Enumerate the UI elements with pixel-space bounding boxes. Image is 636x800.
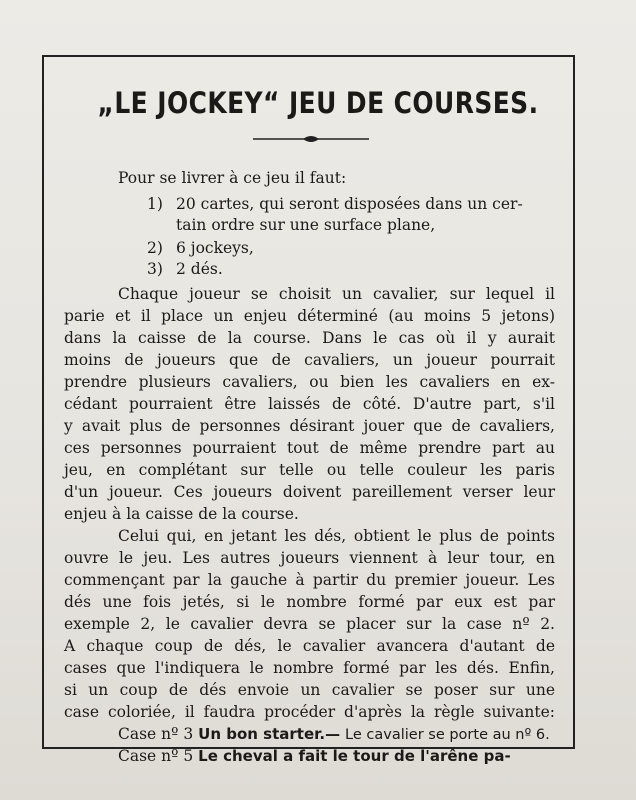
game-rules-card: „LE JOCKEY“ JEU DE COURSES. Pour se livrer à ce jeu il faut: 1) 20 cartes, qui seront disposées dans un cer- tain ordre sur une surface plane, 2) 6 jockeys, 3) 2 dés. Chaque joueur se choisit un cavalier, sur lequel il parie et il place un enjeu déterminé (au moins 5 jetons) dans la caisse de la course. Dans le cas où il y aurait moins de joueurs que de cavaliers, un joueur pourrait prendre plusieurs cavaliers, ou bien les cavaliers en ex- cédant pourraient être laissés de côté. D'autre part, s'il y avait plus de personnes désirant jouer que de cavaliers, ces personnes pourraient tout de même prendre part au jeu, en complétant sur telle ou telle couleur les paris d'un joueur. Ces joueurs doivent pareillement verser leur enjeu à la caisse de la course. Celui qui, en jetant les dés, obtient le plus de points ouvre le jeu. Les autres joueurs viennent à leur tour, en commençant par la gauche à partir du premier joueur. Les dés une fois jetés, si le nombre formé par eux est par exemple 2, le cavalier devra se placer sur la case nº 2. A chaque coup de dés, le cavalier avancera d'autant de cases que l'indiquera le nombre formé par les dés. Enfin, si un coup de dés envoie un cavalier se poser sur une case coloriée, il faudra procéder d'après la règle suivante: Case nº 3 Un bon starter.— Le cavalier se porte au nº 6. Case nº 5 Le cheval a fait le tour de l'arêne pa- xyxy=(0,0,636,800)
case-rule xyxy=(118,745,558,767)
paragraph-line: exemple 2, le cavalier devra se placer sur la case nº 2. xyxy=(64,615,555,633)
paragraph-line: cédant pourraient être laissés de côté. D'autre part, s'il xyxy=(64,395,555,413)
paragraph-line: ces personnes pourraient tout de même prendre part au xyxy=(64,439,555,457)
paragraph-line: Celui qui, en jetant les dés, obtient le plus de points xyxy=(118,527,555,545)
page-title: „LE JOCKEY“ JEU DE COURSES. xyxy=(97,86,539,120)
paragraph-line: parie et il place un enjeu déterminé (au moins 5 jetons) xyxy=(64,307,555,325)
paragraph-line: si un coup de dés envoie un cavalier se poser sur une xyxy=(64,681,555,699)
case-rule xyxy=(118,723,558,745)
case-label: Case nº 3 xyxy=(118,725,194,743)
case-heading: Le cheval a fait le tour de l'arêne pa- xyxy=(198,747,511,765)
paragraph-line: A chaque coup de dés, le cavalier avancera d'autant de xyxy=(64,637,555,655)
paragraph-line: dans la caisse de la course. Dans le cas où il y aurait xyxy=(64,329,555,347)
paragraph-line: ouvre le jeu. Les autres joueurs viennent à leur tour, en xyxy=(64,549,555,567)
paragraph-line: case coloriée, il faudra procéder d'après la règle suivante: xyxy=(64,703,555,721)
intro-text: Pour se livrer à ce jeu il faut: xyxy=(118,169,347,187)
paragraph-line: y avait plus de personnes désirant jouer que de cavaliers, xyxy=(64,417,555,435)
paragraph-line: jeu, en complétant sur telle ou telle couleur les paris xyxy=(64,461,555,479)
paragraph-line: commençant par la gauche à partir du premier joueur. Les xyxy=(64,571,555,589)
case-label: Case nº 5 xyxy=(118,747,194,765)
case-text: Le cavalier se porte au nº 6. xyxy=(345,727,550,743)
paragraph-line: enjeu à la caisse de la course. xyxy=(64,505,299,523)
case-heading: Un bon starter.— xyxy=(198,725,341,743)
paragraph-line: prendre plusieurs cavaliers, ou bien les cavaliers en ex- xyxy=(64,373,555,391)
paragraph-line: dés une fois jetés, si le nombre formé par eux est par xyxy=(64,593,555,611)
divider-ornament-icon xyxy=(253,132,369,146)
paragraph-line: cases que l'indiquera le nombre formé par les dés. Enfin, xyxy=(64,659,555,677)
paragraph-line: d'un joueur. Ces joueurs doivent pareillement verser leur xyxy=(64,483,555,501)
paragraph-line: moins de joueurs que de cavaliers, un joueur pourrait xyxy=(64,351,555,369)
paragraph-line: Chaque joueur se choisit un cavalier, sur lequel il xyxy=(118,285,555,303)
